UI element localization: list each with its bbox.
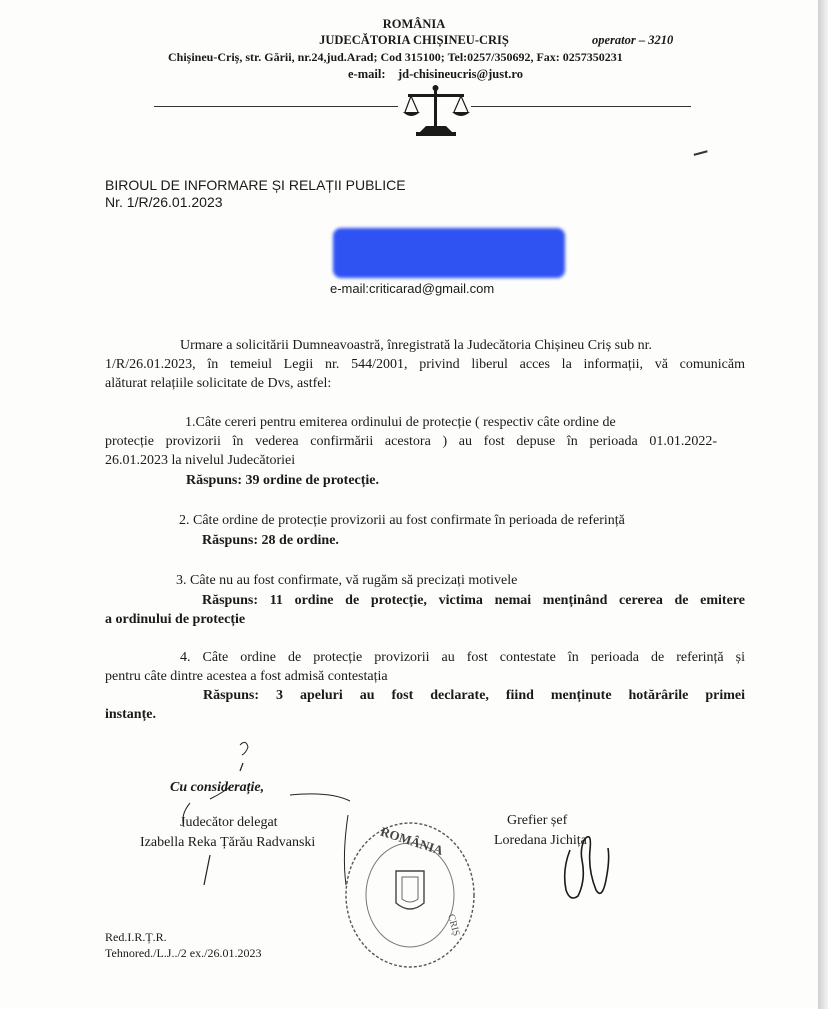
closing-salutation: Cu considerație, bbox=[170, 780, 265, 795]
pen-mark bbox=[694, 150, 709, 158]
header-email-label: e-mail: bbox=[348, 67, 386, 81]
page-edge bbox=[818, 0, 828, 1009]
answer-4-line-2: instanțe. bbox=[105, 707, 156, 722]
answer-3-line-2: a ordinului de protecție bbox=[105, 612, 246, 627]
answer-1: Răspuns: 39 ordine de protecție. bbox=[186, 473, 380, 488]
intro-line-2: 1/R/26.01.2023, în temeiul Legii nr. 544/2001, privind liberul acces la informații, vă comunicăm bbox=[105, 357, 745, 372]
header-address: Chișineu-Criș, str. Gării, nr.24,jud.Arad; Cod 315100; Tel:0257/350692, Fax: 0257350231 bbox=[168, 50, 623, 64]
header-rule-left bbox=[154, 106, 398, 107]
office-name: BIROUL DE INFORMARE ȘI RELAȚII PUBLICE bbox=[105, 177, 406, 193]
header-rule-right bbox=[471, 106, 691, 107]
intro-line-3: alăturat relațiile solicitate de Dvs, astfel: bbox=[105, 376, 332, 391]
question-4-line-2: pentru câte dintre acestea a fost admisă contestația bbox=[105, 669, 388, 684]
redacted-recipient bbox=[333, 228, 565, 278]
right-signatory-name: Loredana Jichița bbox=[494, 833, 587, 848]
left-signatory-name: Izabella Reka Țărău Radvanski bbox=[140, 835, 316, 850]
header-country: ROMÂNIA bbox=[382, 17, 446, 31]
stamp-text-top: ROMÂNIA bbox=[378, 823, 446, 859]
header-court: JUDECĂTORIA CHIȘINEU-CRIȘ bbox=[319, 33, 509, 47]
official-stamp bbox=[338, 815, 478, 970]
question-1-line-3: 26.01.2023 la nivelul Judecătoriei bbox=[105, 453, 296, 468]
office-number: Nr. 1/R/26.01.2023 bbox=[105, 194, 223, 210]
answer-4-line-1: Răspuns: 3 apeluri au fost declarate, fiind menținute hotărârile primei bbox=[203, 688, 745, 703]
question-2: 2. Câte ordine de protecție provizorii au fost confirmate în perioada de referință bbox=[179, 513, 625, 528]
footer-line-1: Red.I.R.Ț.R. bbox=[105, 930, 167, 944]
right-signature bbox=[540, 810, 630, 910]
intro-line-1: Urmare a solicitării Dumneavoastră, înregistrată la Judecătoria Chișineu Criș sub nr. bbox=[180, 338, 652, 353]
recipient-email: e-mail:criticarad@gmail.com bbox=[330, 281, 495, 296]
answer-3-line-1: Răspuns: 11 ordine de protecție, victima nemai menținând cererea de emitere bbox=[202, 593, 745, 608]
footer-line-2: Tehnored./L.J../2 ex./26.01.2023 bbox=[105, 946, 262, 960]
stamp-text-right: CRIȘ bbox=[445, 912, 462, 938]
question-4-line-1: 4. Câte ordine de protecție provizorii au fost contestate în perioada de referință și bbox=[180, 650, 745, 665]
header-email: jd-chisineucris@just.ro bbox=[398, 67, 523, 81]
question-1-line-2: protecție provizorii în vederea confirmării acestora ) au fost depuse în perioada 01.01.2022- bbox=[105, 434, 717, 449]
left-signatory-title: Judecător delegat bbox=[180, 815, 278, 830]
question-3: 3. Câte nu au fost confirmate, vă rugăm să precizați motivele bbox=[176, 573, 518, 588]
scales-of-justice-icon bbox=[400, 82, 472, 142]
right-signatory-title: Grefier șef bbox=[507, 813, 568, 828]
question-1-line-1: 1.Câte cereri pentru emiterea ordinului de protecție ( respectiv câte ordine de bbox=[185, 415, 616, 430]
header-operator: operator – 3210 bbox=[592, 33, 674, 47]
answer-2: Răspuns: 28 de ordine. bbox=[202, 533, 339, 548]
